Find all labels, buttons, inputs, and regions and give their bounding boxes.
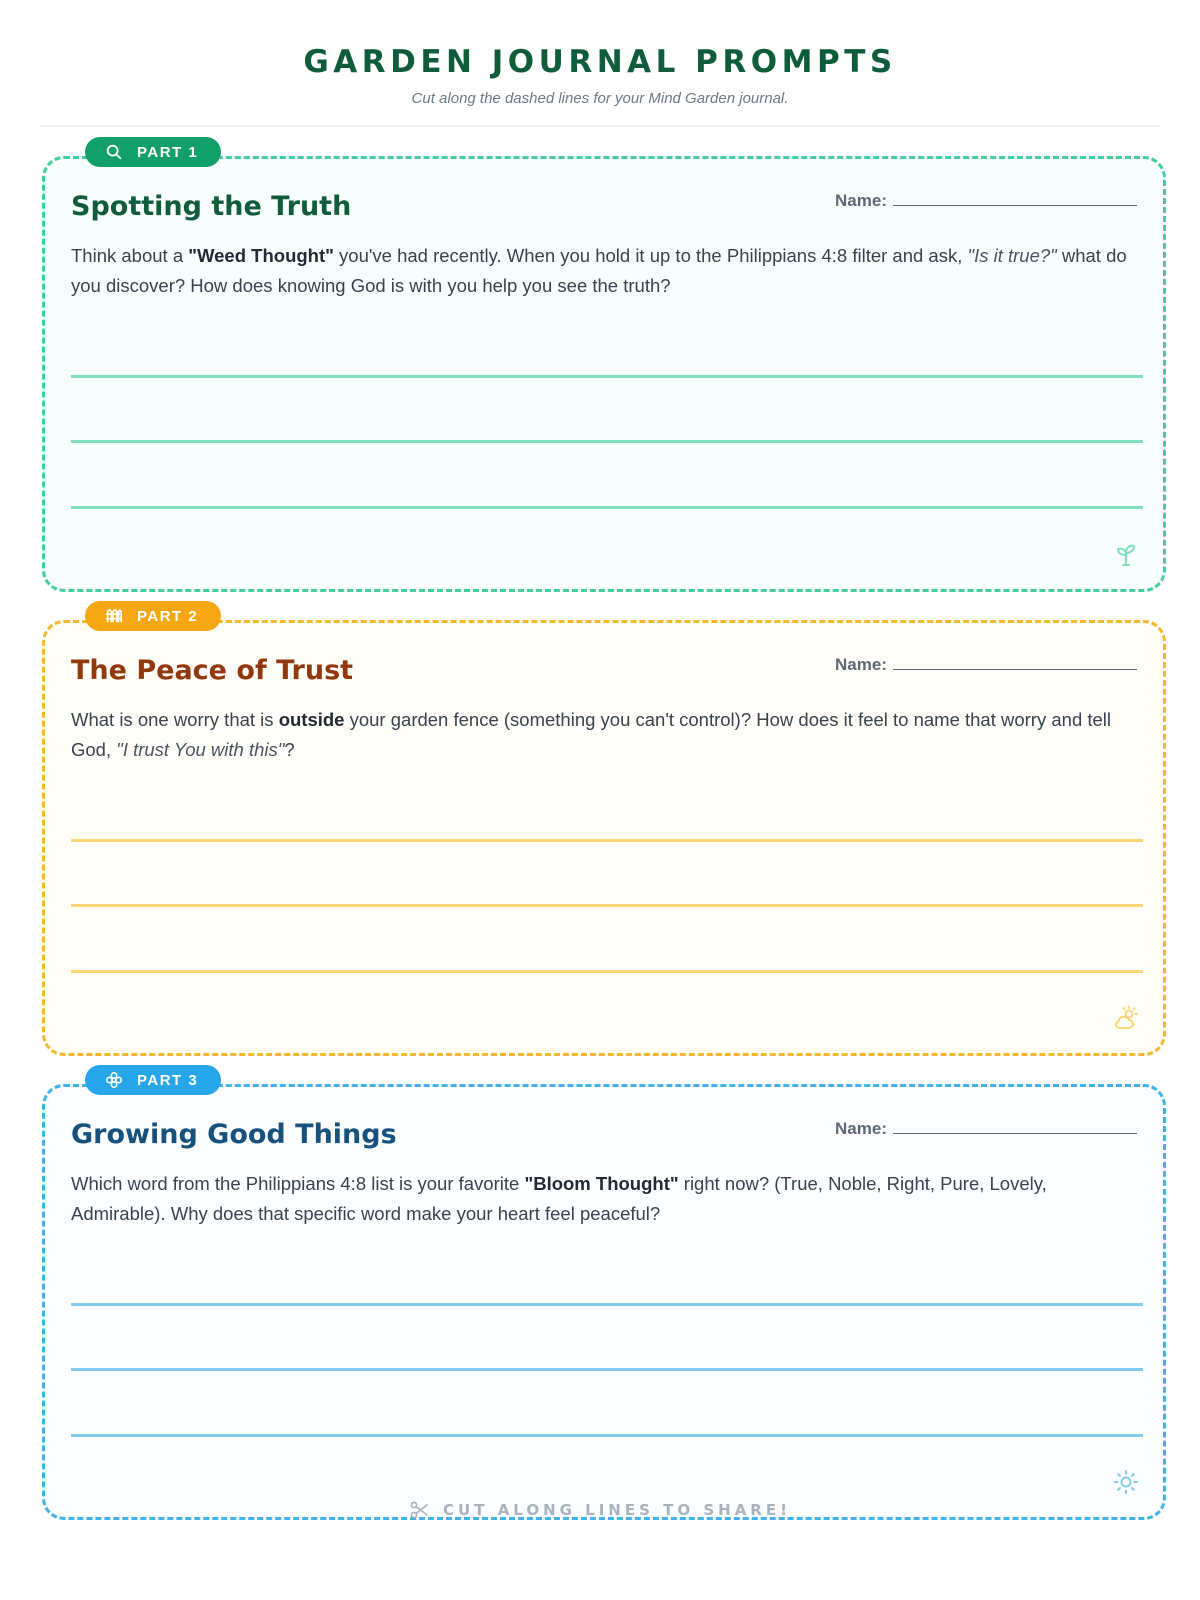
name-blank[interactable] [893,658,1137,670]
prompt-text: What is one worry that is outside your garden fence (something you can't control)? How does it feel to name that worry and tell God, "I trust You with this"? [71,709,1112,760]
writing-line[interactable] [71,1434,1143,1437]
part-badge-label: PART 2 [137,607,199,625]
name-field[interactable] [835,191,1137,211]
footer-text: CUT ALONG LINES TO SHARE! [443,1501,791,1519]
writing-line[interactable] [71,440,1143,443]
page-subtitle: Cut along the dashed lines for your Mind Garden journal. [411,90,789,107]
scissors-icon [409,1500,429,1520]
writing-line[interactable] [71,839,1143,842]
writing-line[interactable] [71,1368,1143,1371]
writing-line[interactable] [71,970,1143,973]
journal-card-part-1 [42,143,1166,592]
writing-line[interactable] [71,506,1143,509]
name-field[interactable] [835,1119,1137,1139]
prompt-text: Think about a "Weed Thought" you've had recently. When you hold it up to the Philippians 4:8 filter and ask, "Is it true?" what do you discover? How does knowing God is with you help you see the truth? [71,245,1127,296]
search-icon [105,143,123,161]
card-title: The Peace of Trust [71,655,354,686]
part-badge-label: PART 3 [137,1071,199,1089]
part-badge-label: PART 1 [137,143,199,161]
name-label: Name: [835,655,887,674]
part-badge [85,1065,221,1095]
page-title: GARDEN JOURNAL PROMPTS [303,44,897,80]
name-blank[interactable] [893,194,1137,206]
writing-line[interactable] [71,1303,1143,1306]
card-title: Spotting the Truth [71,191,352,222]
journal-card-part-2 [42,607,1166,1056]
writing-line[interactable] [71,375,1143,378]
prompt-text: Which word from the Philippians 4:8 list is your favorite "Bloom Thought" right now? (True, Noble, Right, Pure, Lovely, Admirable). Why does that specific word make your heart feel peaceful? [71,1173,1047,1224]
card-title: Growing Good Things [71,1119,397,1150]
part-badge [85,137,221,167]
flower-icon [105,1071,123,1089]
name-label: Name: [835,1119,887,1138]
writing-line[interactable] [71,904,1143,907]
name-blank[interactable] [893,1122,1137,1134]
sun-cloud-icon [1113,1005,1139,1031]
sprout-icon [1113,541,1139,567]
footer [0,1500,1200,1520]
part-badge [85,601,221,631]
fence-icon [105,607,123,625]
name-field[interactable] [835,655,1137,675]
header-divider [40,125,1160,127]
name-label: Name: [835,191,887,210]
journal-card-part-3 [42,1071,1166,1520]
sun-icon [1113,1469,1139,1495]
